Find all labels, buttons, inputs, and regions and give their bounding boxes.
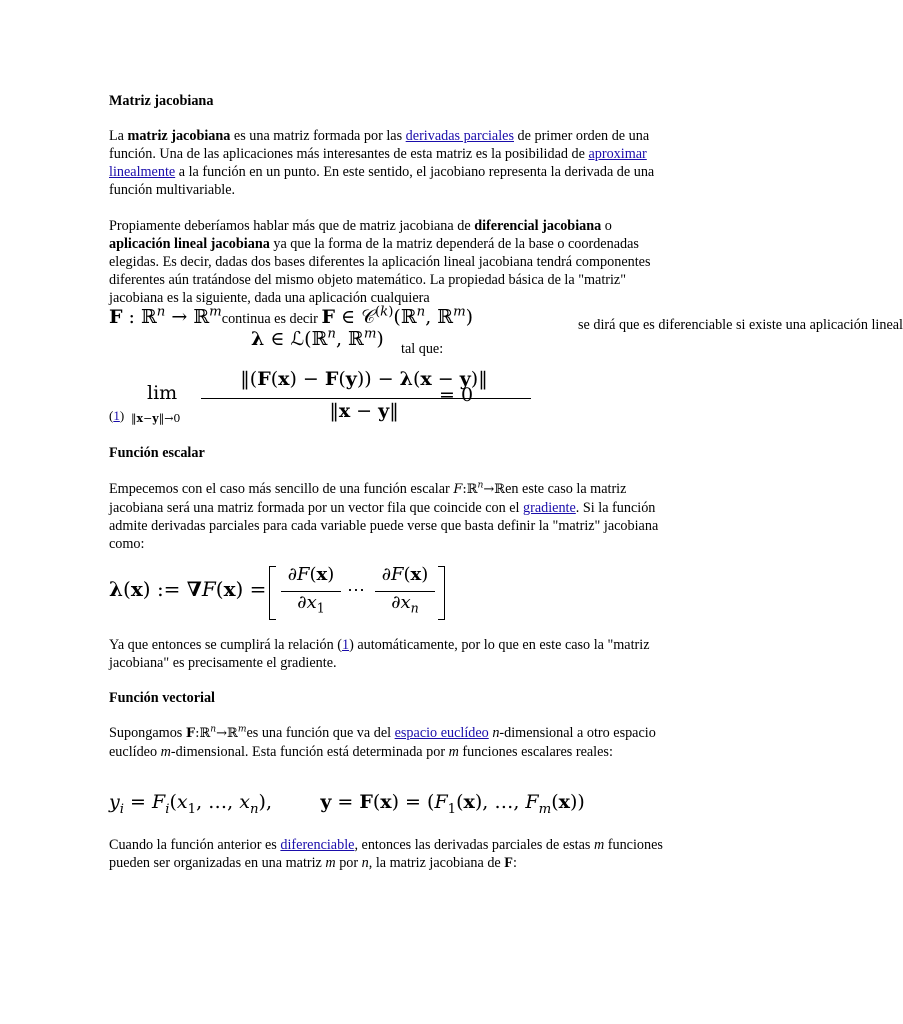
math-numerator: ‖(F(x) − F(y)) − λ(x − y)‖ <box>240 368 488 390</box>
formula-line-2: λ ∈ ℒ(ℝ$^n$, ℝ$^m$) tal que: <box>251 326 444 357</box>
math-denominator: ‖x − y‖ <box>329 400 399 422</box>
term-diferencial-jacobiana: diferencial jacobiana <box>474 218 602 234</box>
math-gradient-def: λ(x) := ∇F(x) = <box>109 577 267 601</box>
section-title-funcion-vectorial: Función vectorial <box>109 690 215 706</box>
gradient-conclusion-paragraph: Ya que entonces se cumplirá la relación (1) automáticamente, por lo que en este caso la "matriz jacobiana" es precisamente el gradiente. <box>109 637 650 671</box>
intro-paragraph: La matriz jacobiana es una matriz formada por las derivadas parciales de primer orden de una función. Una de las aplicaciones más interesantes de esta matriz es la posibilidad de aproximar linealmente a la función en un punto. En este sentido, el jacobiano representa la derivada de una función multivariable. <box>109 128 655 198</box>
link-equation-1[interactable]: 1 <box>341 637 350 653</box>
math-equals-zero: = 0 <box>439 384 474 406</box>
equation-1: (1) lim ‖x−y‖→0 ‖(F(x) − F(y)) − λ(x − y)‖ ‖x − y‖ = 0 <box>109 370 669 430</box>
math-F-in-Ck: F ∈ 𝒞$^{(k)}$(ℝ$^n$, ℝ$^m$) <box>321 304 474 328</box>
vector-function-paragraph: Supongamos F:ℝ$^n$→ℝ$^m$es una función que va del espacio euclídeo n-dimensional a otro espacio euclídeo m-dimensional. Esta función está determinada por m funciones escalares reales: <box>109 724 656 760</box>
math-gradient-row-vector: ∂F(x) $\partial x_1$ ⋯ ∂F(x) $\partial x_n$ <box>269 566 445 618</box>
differentiable-paragraph: Cuando la función anterior es diferenciable, entonces las derivadas parciales de estas m funciones pueden ser organizadas en una matriz m por n, la matriz jacobiana de F: <box>109 837 663 871</box>
link-espacio-euclideo[interactable]: espacio euclídeo <box>394 725 489 741</box>
link-diferenciable[interactable]: diferenciable <box>280 837 355 853</box>
property-paragraph: Propiamente deberíamos hablar más que de matriz jacobiana de diferencial jacobiana o aplicación lineal jacobiana ya que la forma de la matriz dependerá de la base o coordenadas elegidas. Es decir, dadas dos bases diferentes la aplicación lineal jacobiana tendrá componentes diferentes aún tratándose del mismo objeto matemático. La propiedad básica de la "matriz" jacobiana es la siguiente, dada una aplicación cualquiera <box>109 218 651 306</box>
scalar-paragraph: Empecemos con el caso más sencillo de una función escalar F:ℝ$^n$→ℝen este caso la matriz jacobiana será una matriz formada por un vector fila que coincide con el gradiente. Si la función admite derivadas parciales para cada variable puede verse que basta definir la "matriz" jacobiana como: <box>109 480 659 552</box>
math-vector-map: F:ℝ$^n$→ℝ$^m$ <box>185 724 247 741</box>
math-scalar-map: F:ℝ$^n$→ℝ <box>453 480 506 497</box>
equation-ref-1[interactable]: 1 <box>113 408 120 423</box>
term-matriz-jacobiana: matriz jacobiana <box>127 128 231 144</box>
link-aproximar-linealmente[interactable]: aproximar linealmente <box>109 146 647 180</box>
math-lim: lim <box>147 382 178 404</box>
link-gradiente[interactable]: gradiente <box>523 500 576 516</box>
math-components: $y_i = F_i(x_1$, …, $x_n$), $y = F(x) = (F_1(x)$, …, $F_m(x)$) <box>109 791 585 817</box>
math-map-F: F : ℝ$^n$ → ℝ$^m$ <box>109 304 222 328</box>
link-derivadas-parciales[interactable]: derivadas parciales <box>405 128 514 144</box>
fraction-bar <box>201 398 531 399</box>
equation-gradient <box>109 562 669 622</box>
section-title-matriz-jacobiana: Matriz jacobiana <box>109 93 214 109</box>
term-aplicacion-lineal-jacobiana: aplicación lineal jacobiana <box>109 236 270 252</box>
section-title-funcion-escalar: Función escalar <box>109 445 205 461</box>
formula-line-1: F : ℝ$^n$ → ℝ$^m$continua es decir F ∈ 𝒞$^{(k)}$(ℝ$^n$, ℝ$^m$) se dirá que es diferenciable si existe una aplicación lineal <box>109 304 903 333</box>
equation-components <box>109 793 669 821</box>
math-lim-subscript: ‖x−y‖→0 <box>131 412 181 425</box>
math-lambda-in-L: λ ∈ ℒ(ℝ$^n$, ℝ$^m$) <box>251 326 384 350</box>
